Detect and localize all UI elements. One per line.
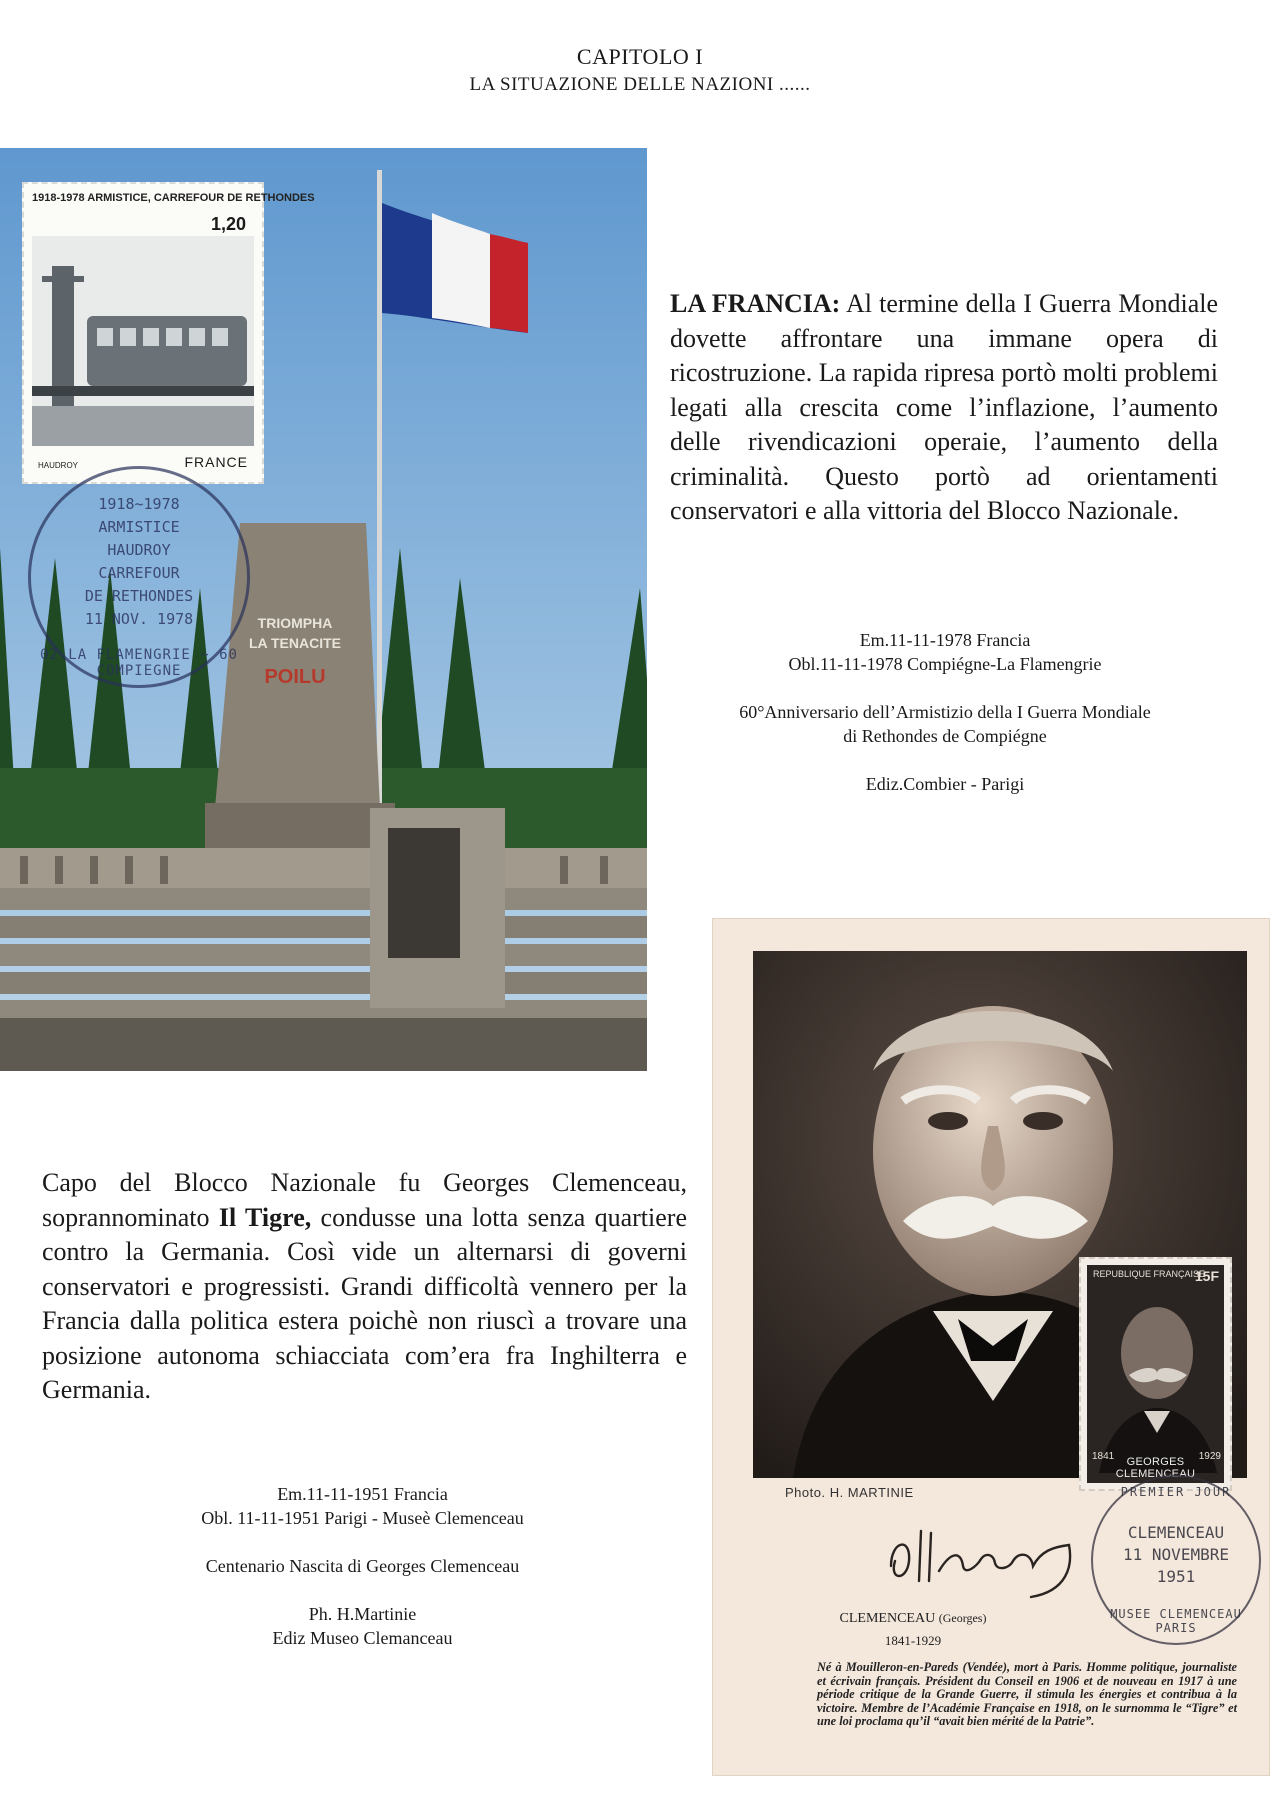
- postmark-line: 11 NOV. 1978: [84, 610, 194, 628]
- card-biography: Né à Mouilleron-en-Pareds (Vendée), mort à Paris. Homme politique, journaliste et écrivain français. Président du Conseil en 1906 et de nouveau en 1917 à une période critique de la Grande Guerre, il stimula les énergies et contribua à la victoire. Membre de l’Académie Française en 1918, on le surnomma le “Tigre” et une loi proclama qu’il “avait bien mérité de la Patrie”.: [817, 1660, 1237, 1729]
- caption-1978: [660, 628, 1230, 796]
- clemenceau-text-1: Capo del Blocco Nazionale fu Georges Clemenceau, soprannominato: [42, 1168, 687, 1232]
- postmark-bottom: MUSEE CLEMENCEAU PARIS: [1110, 1607, 1242, 1635]
- caption-anniversary-place: di Rethondes de Compiégne: [843, 726, 1047, 746]
- caption-publisher: Ediz Museo Clemanceau: [272, 1628, 453, 1648]
- caption-surname: CLEMENCEAU: [839, 1611, 936, 1626]
- maximum-card-rethondes: [0, 148, 647, 1071]
- postmark-1951: [1091, 1475, 1261, 1645]
- stamp-name: GEORGES CLEMENCEAU: [1115, 1456, 1196, 1480]
- stamp-country: FRANCE: [184, 454, 248, 470]
- caption-anniversary: 60°Anniversario dell’Armistizio della I Guerra Mondiale: [739, 702, 1151, 722]
- stamp-death-year: 1929: [1198, 1451, 1221, 1462]
- card-caption-name: [713, 1611, 1113, 1627]
- france-lead: LA FRANCIA:: [670, 289, 841, 318]
- chapter-subtitle: LA SITUAZIONE DELLE NAZIONI ......: [469, 74, 811, 95]
- postmark-ring-text: 02 LA FLAMENGRIE ~ 60 COMPIEGNE: [39, 647, 238, 679]
- caption-publisher: Ediz.Combier - Parigi: [865, 774, 1025, 794]
- clemenceau-signature: [881, 1511, 1081, 1601]
- page-header: [0, 44, 1280, 96]
- postmark-line: CARREFOUR: [98, 564, 180, 582]
- stamp-country: REPUBLIQUE FRANÇAISE: [1093, 1269, 1206, 1279]
- postmark-line: CLEMENCEAU: [1127, 1523, 1225, 1542]
- postmark-1978: [28, 466, 250, 688]
- postmark-top: PREMIER JOUR: [1120, 1485, 1232, 1499]
- stamp-designer: HAUDROY: [38, 461, 79, 470]
- clemenceau-nickname: Il Tigre,: [218, 1202, 312, 1232]
- caption-1951: [40, 1482, 685, 1650]
- stamp-value: 1,20: [210, 214, 246, 234]
- armistice-stamp: [22, 182, 315, 484]
- clemenceau-stamp: [1079, 1257, 1232, 1491]
- caption-photo: Ph. H.Martinie: [308, 1604, 417, 1624]
- postmark-line: 11 NOVEMBRE: [1123, 1545, 1229, 1564]
- stamp-value: 15F: [1194, 1268, 1219, 1284]
- monument-text-3: POILU: [264, 666, 326, 688]
- caption-given-name: (Georges): [938, 1611, 987, 1625]
- postmark-line: HAUDROY: [107, 541, 171, 559]
- monument-text-2: LA TENACITE: [248, 635, 342, 651]
- postmark-line: 1951: [1156, 1567, 1196, 1586]
- caption-cancellation: Obl. 11-11-1951 Parigi - Museè Clemenceau: [201, 1508, 524, 1528]
- stamp-portrait-icon: [1089, 1283, 1224, 1473]
- france-body: Al termine della I Guerra Mondiale dovette affrontare una immane opera di ricostruzione. La rapida ripresa portò molti problemi legati alla crescita come l’inflazione, l’aumento delle rivendicazioni operaie, l’aumento della criminalità. Questo portò ad orientamenti conservatori e alla vittoria del Blocco Nazionale.: [670, 289, 1218, 525]
- maximum-card-clemenceau: [712, 918, 1270, 1776]
- chapter-title: CAPITOLO I: [576, 44, 704, 69]
- france-paragraph: [670, 287, 1218, 529]
- photo-credit: Photo. H. MARTINIE: [785, 1485, 914, 1500]
- postmark-line: DE RETHONDES: [84, 587, 194, 605]
- stamp-title: 1918-1978 ARMISTICE, CARREFOUR DE RETHONDES: [32, 192, 315, 204]
- clemenceau-paragraph: [42, 1166, 687, 1408]
- caption-emission: Em.11-11-1951 Francia: [277, 1484, 448, 1504]
- monument-text-1: TRIOMPHA: [257, 615, 333, 631]
- clemenceau-text-2: condusse una lotta senza quartiere contro la Germania. Così vide un alternarsi di governi conservatori e progressisti. Grandi difficoltà vennero per la Francia dalla politica estera poichè non riuscì a trovare una posizione autonoma schiacciata com’era fra Inghilterra e Germania.: [42, 1202, 687, 1404]
- railway-carriage-icon: [32, 236, 254, 446]
- card-caption-years: 1841-1929: [884, 1633, 942, 1648]
- stamp-birth-year: 1841: [1092, 1451, 1115, 1462]
- caption-cancellation: Obl.11-11-1978 Compiégne-La Flamengrie: [788, 654, 1102, 674]
- caption-centenary: Centenario Nascita di Georges Clemenceau: [205, 1556, 520, 1576]
- postmark-line: 1918~1978: [98, 495, 180, 513]
- postmark-line: ARMISTICE: [98, 518, 180, 536]
- caption-emission: Em.11-11-1978 Francia: [859, 630, 1031, 650]
